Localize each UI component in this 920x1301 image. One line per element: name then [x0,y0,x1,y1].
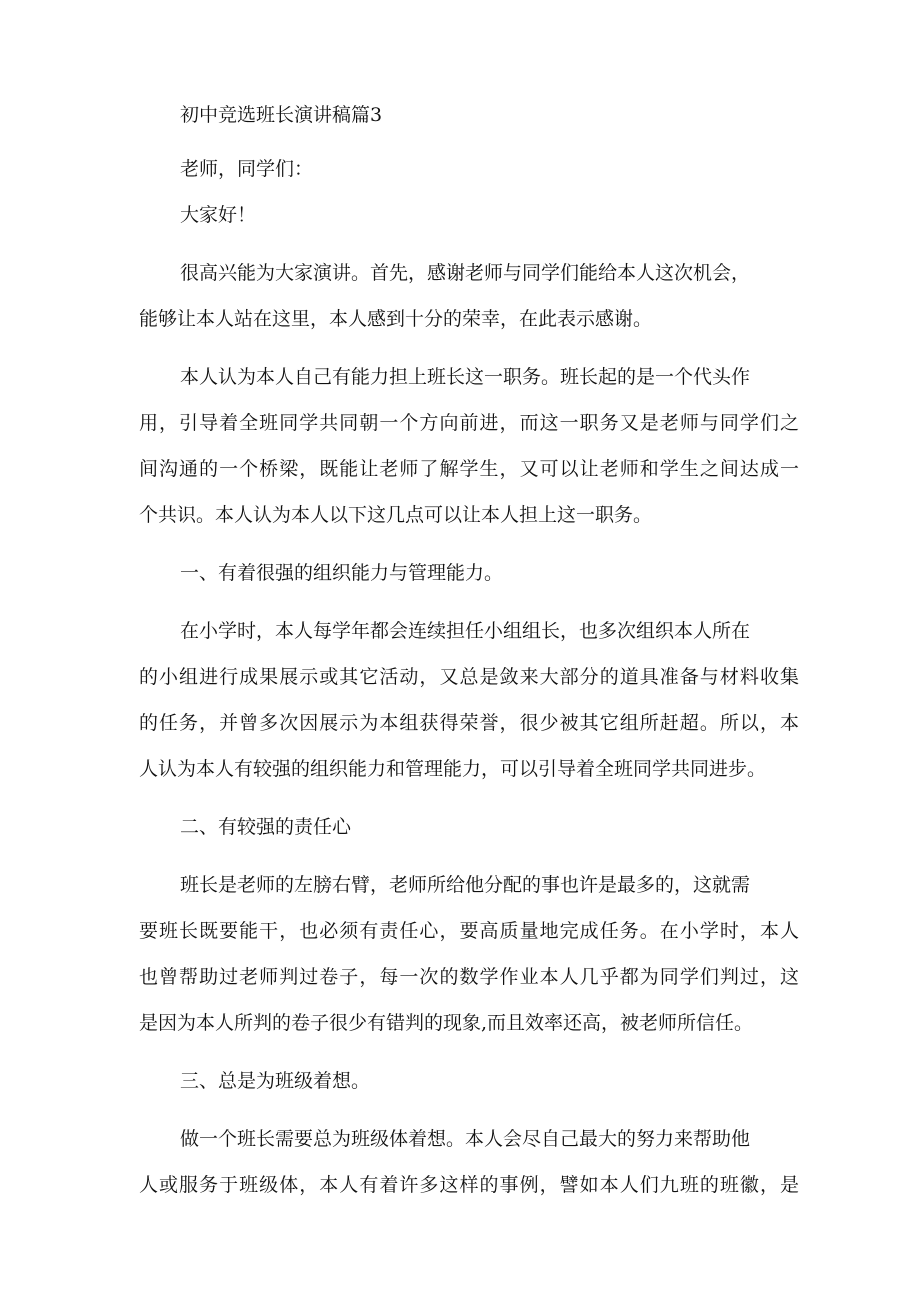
section-heading-3 [139,1058,799,1104]
paragraph-line: 是因为本人所判的卷子很少有错判的现象,而且效率还高，被老师所信任。 [139,1012,754,1034]
section-heading: 一、有着很强的组织能力与管理能力。 [180,562,504,584]
paragraph-line: 的小组进行成果展示或其它活动，又总是敛来大部分的道具准备与材料收集 [139,666,799,688]
document-title: 初中竞选班长演讲稿篇3 [180,104,383,126]
paragraph-line: 的任务，并曾多次因展示为本组获得荣誉，很少被其它组所赶超。所以，本 [139,712,799,734]
paragraph-line: 很高兴能为大家演讲。首先，感谢老师与同学们能给本人这次机会， [180,262,751,284]
document-body [139,100,799,1220]
salutation: 大家好！ [180,204,257,226]
paragraph-line: 要班长既要能干，也必须有责任心，要高质量地完成任务。在小学时，本人 [139,920,799,942]
paragraph-line: 在小学时，本人每学年都会连续担任小组组长，也多次组织本人所在 [180,620,751,642]
paragraph-line: 班长是老师的左膀右臂，老师所给他分配的事也许是最多的，这就需 [180,874,751,896]
section-heading-2 [139,804,799,850]
paragraph-line: 人认为本人有较强的组织能力和管理能力，可以引导着全班同学共同进步。 [139,758,767,780]
paragraph-line: 个共识。本人认为本人以下这几点可以让本人担上这一职务。 [139,504,653,526]
paragraph-line: 间沟通的一个桥梁，既能让老师了解学生，又可以让老师和学生之间达成一 [139,458,799,480]
paragraph-line: 能够让本人站在这里，本人感到十分的荣幸，在此表示感谢。 [139,308,653,330]
paragraph-intro [139,250,799,342]
paragraph-point-1 [139,608,799,792]
paragraph-line: 做一个班长需要总为班级体着想。本人会尽自己最大的努力来帮助他 [180,1128,751,1150]
section-heading-1 [139,550,799,596]
section-heading: 三、总是为班级着想。 [180,1070,371,1092]
paragraph-point-3 [139,1116,799,1208]
paragraph-point-2 [139,862,799,1046]
paragraph-line: 用，引导着全班同学共同朝一个方向前进，而这一职务又是老师与同学们之 [139,412,799,434]
section-heading: 二、有较强的责任心 [180,816,352,838]
paragraph-line: 人或服务于班级体，本人有着许多这样的事例，譬如本人们九班的班徽，是 [139,1174,799,1196]
paragraph-line: 也曾帮助过老师判过卷子，每一次的数学作业本人几乎都为同学们判过，这 [139,966,799,988]
paragraph-line: 本人认为本人自己有能力担上班长这一职务。班长起的是一个代头作 [180,366,751,388]
paragraph-role [139,354,799,538]
greeting: 老师，同学们： [180,158,314,180]
